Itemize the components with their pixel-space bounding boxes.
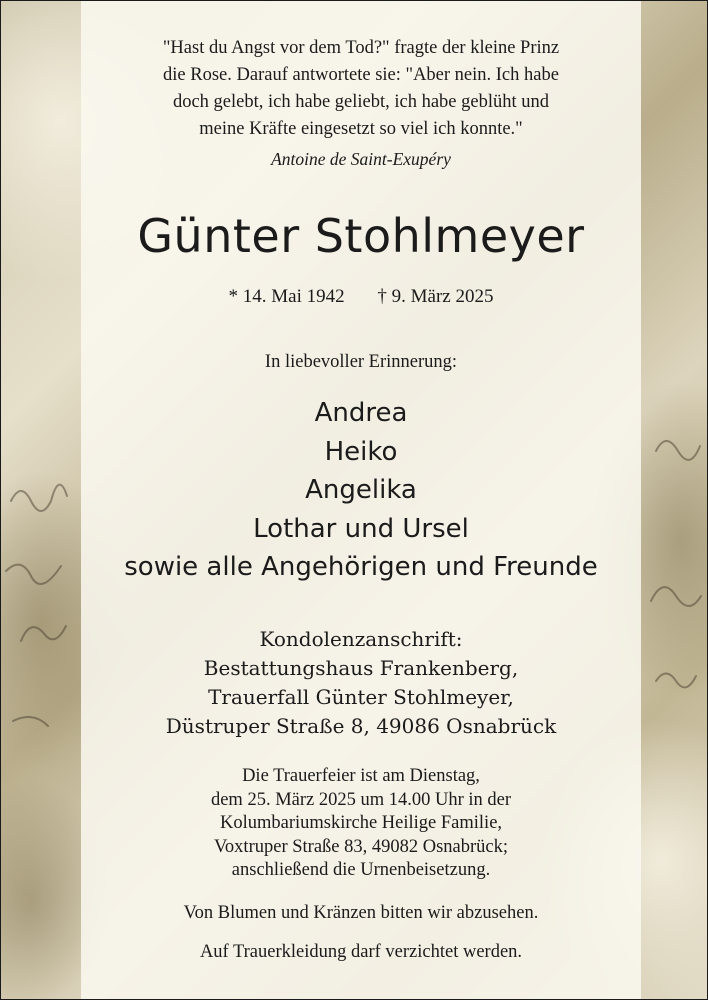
- condolence-line: Trauerfall Günter Stohlmeyer,: [208, 685, 514, 709]
- deceased-name: Günter Stohlmeyer: [137, 209, 585, 263]
- quote-author: Antoine de Saint-Exupéry: [271, 149, 451, 169]
- condolence-line: Bestattungshaus Frankenberg,: [203, 656, 519, 680]
- quote-line: die Rose. Darauf antwortete sie: "Aber nein. Ich habe: [163, 65, 559, 85]
- mourner-name: Lothar und Ursel: [253, 513, 469, 544]
- birth-date: * 14. Mai 1942: [228, 286, 345, 307]
- service-line: anschließend die Urnenbeisetzung.: [231, 860, 491, 880]
- flowers-note: Von Blumen und Kränzen bitten wir abzusehen.: [183, 903, 539, 923]
- mourner-name: Heiko: [324, 436, 398, 467]
- mourner-name: sowie alle Angehörigen und Freunde: [124, 552, 598, 582]
- mourner-name: Andrea: [314, 398, 408, 428]
- funeral-service-info: [81, 765, 641, 883]
- service-line: dem 25. März 2025 um 14.00 Uhr in der: [210, 789, 512, 810]
- quote-line: "Hast du Angst vor dem Tod?" fragte der kleine Prinz: [162, 38, 560, 58]
- quote: [81, 35, 641, 143]
- remembrance-intro: In liebevoller Erinnerung:: [264, 352, 458, 372]
- clothing-note: Auf Trauerkleidung darf verzichtet werden.: [199, 942, 523, 962]
- service-line: Die Trauerfeier ist am Dienstag,: [242, 766, 480, 786]
- mourners-list: [81, 394, 641, 587]
- condolence-line: Düstruper Straße 8, 49086 Osnabrück: [165, 714, 557, 738]
- life-dates: [81, 286, 641, 308]
- mourner-name: Angelika: [305, 475, 417, 505]
- service-line: Kolumbariumskirche Heilige Familie,: [219, 813, 503, 833]
- condolence-line: Kondolenzanschrift:: [259, 627, 463, 651]
- quote-line: doch gelebt, ich habe geliebt, ich habe geblüht und: [172, 92, 550, 112]
- quote-line: meine Kräfte eingesetzt so viel ich konnte.": [199, 119, 523, 139]
- condolence-address: [81, 625, 641, 741]
- service-line: Voxtruper Straße 83, 49082 Osnabrück;: [213, 836, 509, 857]
- death-date: † 9. März 2025: [377, 286, 494, 307]
